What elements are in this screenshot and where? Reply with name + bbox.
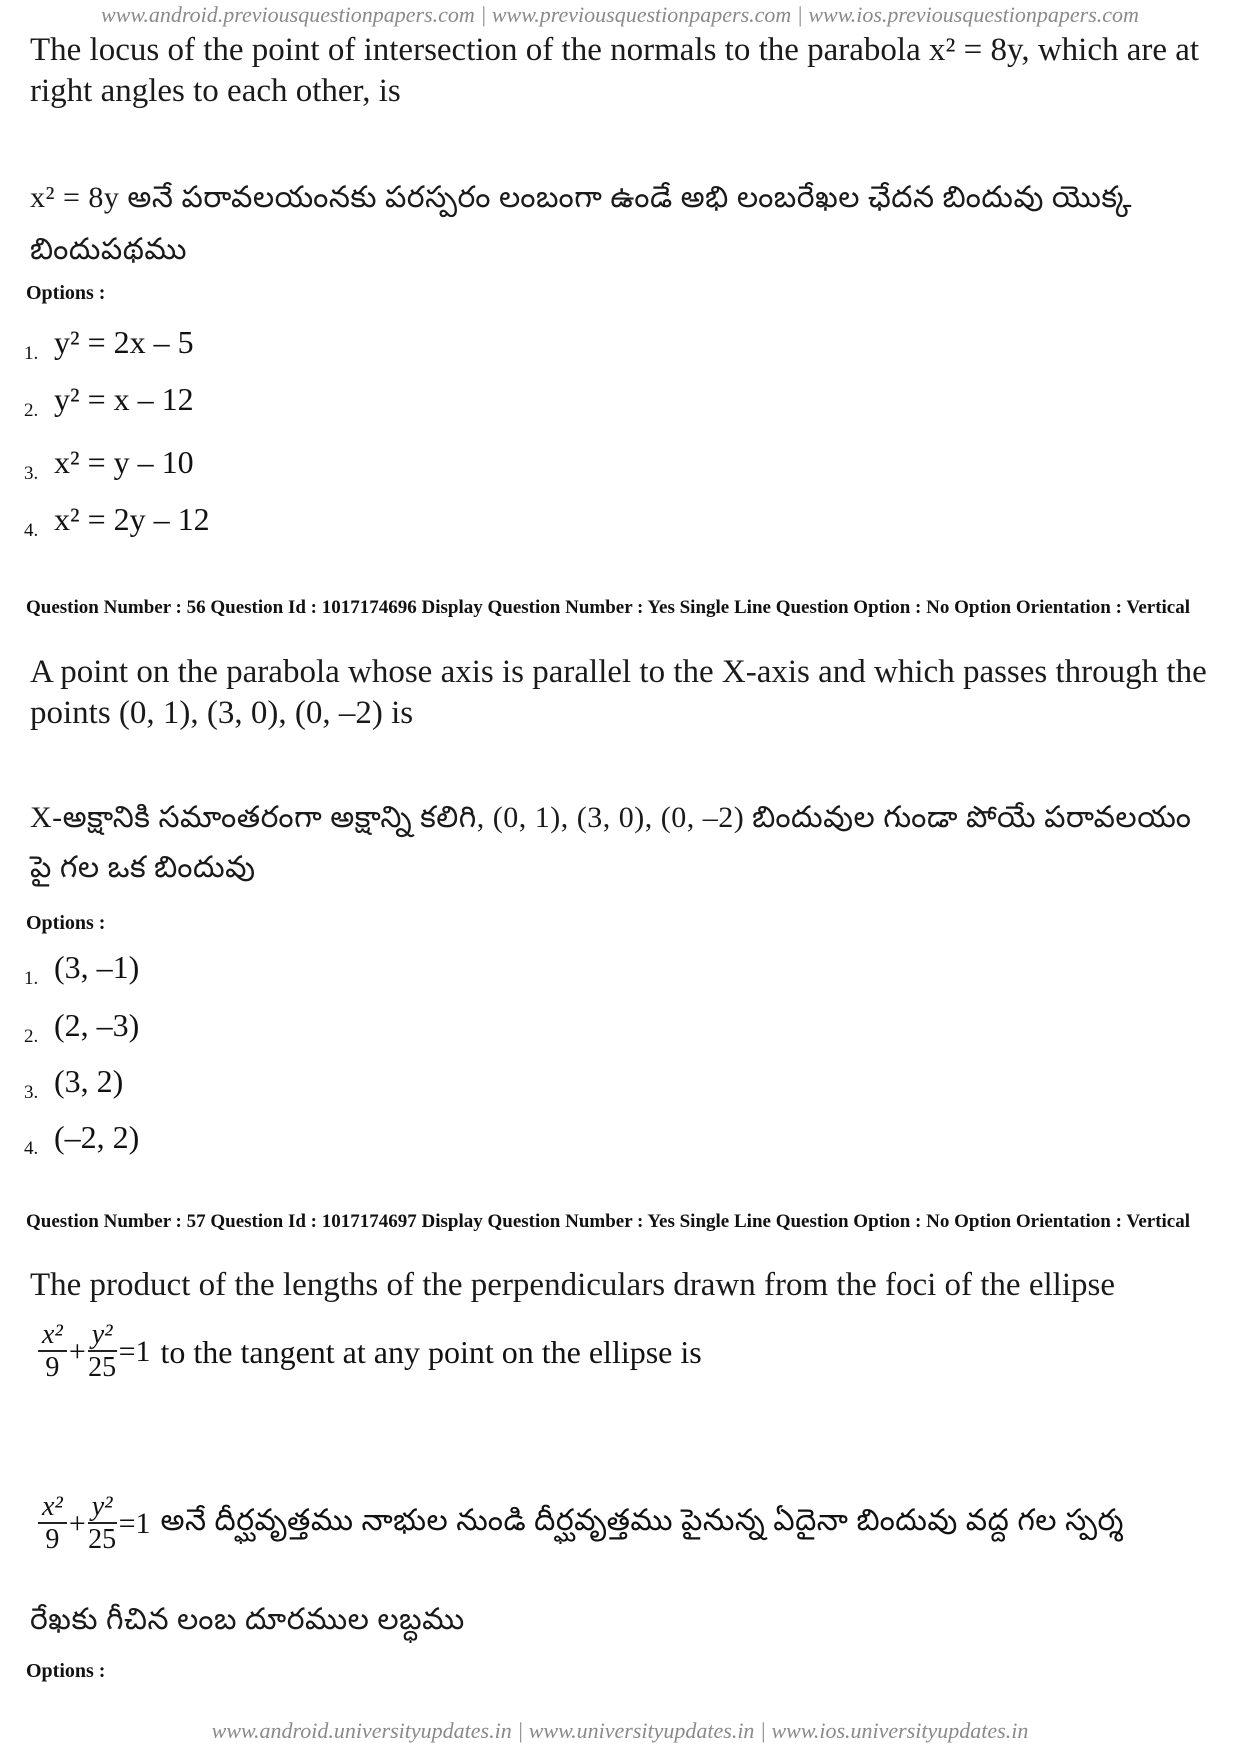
option-value: (2, –3) [54, 1007, 140, 1043]
plus-sign: + [68, 1335, 86, 1368]
equals-one: =1 [118, 1335, 151, 1368]
fraction-x-over-9: $\frac{\text{x²}}{9}$ [38, 1320, 67, 1384]
option-value: y² = x – 12 [54, 381, 194, 417]
option-number: 1. [24, 343, 39, 364]
plus-sign: + [68, 1507, 86, 1540]
option-number: 3. [24, 463, 39, 484]
question-57-equation-english [36, 1320, 702, 1384]
option-number: 3. [24, 1082, 39, 1103]
page-header-watermark: www.android.previousquestionpapers.com | www.previousquestionpapers.com | www.ios.previousquestionpapers.com [101, 2, 1139, 27]
question-57-text-telugu-line2: రేఖకు గీచిన లంబ దూరముల లబ్ధము [30, 1603, 465, 1636]
question-57-text-english-line2: to the tangent at any point on the ellipse is [160, 1333, 702, 1370]
question-55-text-telugu-line1: x² = 8y అనే పరావలయంనకు పరస్పరం లంబంగా ఉండే అభి లంబరేఖల ఛేదన బిందువు యొక్క [30, 181, 1132, 214]
option-number: 2. [24, 400, 39, 421]
question-57-text-english-line1: The product of the lengths of the perpendiculars drawn from the foci of the ellipse [30, 1267, 1115, 1303]
question-55-text-telugu-line2: బిందుపథము [30, 233, 188, 266]
question-56-text-english: A point on the parabola whose axis is parallel to the X-axis and which passes through the points (0, 1), (3, 0), (0, –2) is [30, 654, 1207, 731]
option-number: 4. [24, 1138, 39, 1159]
option-value: x² = y – 10 [54, 444, 194, 480]
question-55-text-english: The locus of the point of intersection of the normals to the parabola x² = 8y, which are at right angles to each other, is [30, 32, 1200, 109]
equals-one: =1 [118, 1507, 151, 1540]
option-value: (–2, 2) [54, 1119, 140, 1155]
question-56-text-telugu-line1: X-అక్షానికి సమాంతరంగా అక్షాన్ని కలిగి, (0, 1), (3, 0), (0, –2) బిందువుల గుండా పోయే పరావలయం [30, 801, 1192, 834]
question-57-options-label: Options : [26, 1660, 106, 1682]
option-number: 4. [24, 520, 39, 541]
question-57-meta: Question Number : 57 Question Id : 1017174697 Display Question Number : Yes Single Line Question Option : No Option Orientation : Vertical [26, 1211, 1191, 1232]
option-value: (3, –1) [54, 949, 140, 985]
option-value: y² = 2x – 5 [54, 324, 194, 360]
option-number: 2. [24, 1026, 39, 1047]
question-57-text-telugu-line1: అనే దీర్ఘవృత్తము నాభుల నుండి దీర్ఘవృత్తము పైనున్న ఏదైనా బిందువు వద్ద గల స్పర్శ [160, 1503, 1124, 1537]
question-57-equation-telugu [36, 1492, 1124, 1556]
question-56-options-label: Options : [26, 912, 106, 934]
question-55-options-label: Options : [26, 282, 106, 304]
fraction-y-over-25: $\frac{\text{y²}}{25}$ [88, 1491, 117, 1555]
question-56-meta: Question Number : 56 Question Id : 1017174696 Display Question Number : Yes Single Line Question Option : No Option Orientation : Vertical [26, 597, 1191, 618]
option-value: x² = 2y – 12 [54, 501, 210, 537]
page-footer-watermark: www.android.universityupdates.in | www.universityupdates.in | www.ios.universityupdates.in [211, 1718, 1029, 1743]
option-value: (3, 2) [54, 1063, 124, 1099]
fraction-y-over-25: $\frac{\text{y²}}{25}$ [88, 1319, 117, 1383]
question-56-text-telugu-line2: పై గల ఒక బిందువు [30, 851, 256, 884]
option-number: 1. [24, 968, 39, 989]
fraction-x-over-9: $\frac{\text{x²}}{9}$ [38, 1492, 67, 1556]
